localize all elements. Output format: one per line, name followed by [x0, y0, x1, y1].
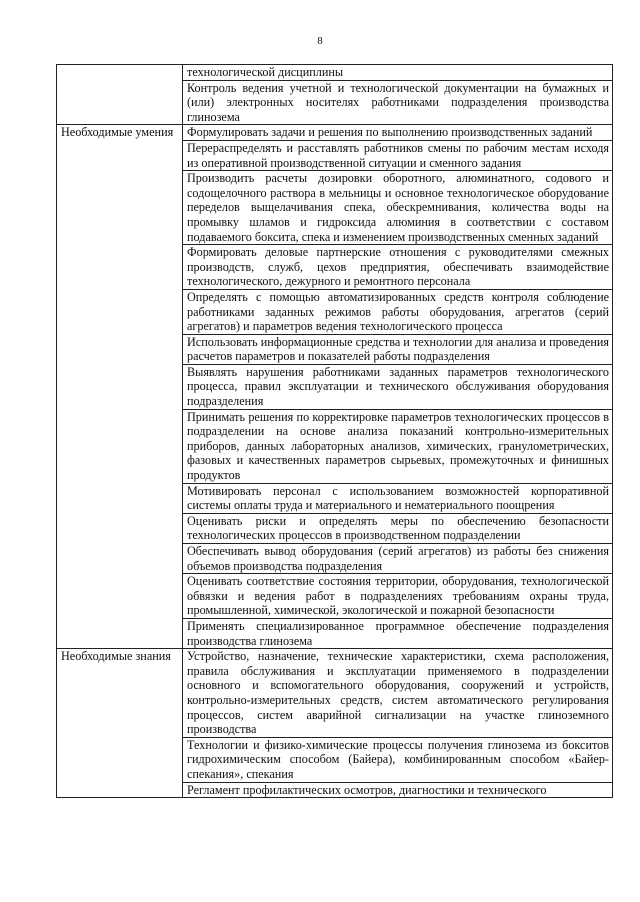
section-label [57, 65, 183, 125]
table-cell: технологической дисциплины [183, 65, 613, 81]
table-cell: Использовать информационные средства и технологии для анализа и проведения расчетов параметров и показателей работы подразделения [183, 334, 613, 364]
table-cell: Принимать решения по корректировке параметров технологических процессов в подразделении на основе анализа показаний контрольно-измерительных приборов, данных лабораторных анализов, химических, гранулометрических, фазовых и качественных параметров сырьевых, промежуточных и финишных продуктов [183, 409, 613, 483]
table-cell: Перераспределять и расставлять работников смены по рабочим местам исходя из оперативной производственной ситуации и сменного задания [183, 140, 613, 170]
table-cell: Формировать деловые партнерские отношения с руководителями смежных производств, служб, цехов предприятия, обеспечивать взаимодействие технологического, дежурного и ремонтного персонала [183, 245, 613, 290]
table-cell: Производить расчеты дозировки оборотного, алюминатного, содового и содощелочного раствора в мельницы и основное технологическое оборудование переделов выщелачивания спека, обескремнивания, количества воды на промывку шламов и гидроксида алюминия в соответствии с составом подаваемого боксита, спека и изменением производственных сменных заданий [183, 171, 613, 245]
table-cell: Оценивать риски и определять меры по обеспечению безопасности технологических процессов в производственном подразделении [183, 513, 613, 543]
table-cell: Мотивировать персонал с использованием возможностей корпоративной системы оплаты труда и материального и нематериального поощрения [183, 483, 613, 513]
section-label: Необходимые умения [57, 125, 183, 649]
table-cell: Выявлять нарушения работниками заданных параметров технологического процесса, правил эксплуатации и технического обслуживания оборудования подразделения [183, 364, 613, 409]
table-cell: Формулировать задачи и решения по выполнению производственных заданий [183, 125, 613, 141]
table-cell: Оценивать соответствие состояния территории, оборудования, технологической обвязки и ведения работ в подразделениях требованиям охраны труда, промышленной, химической, экологической и пожарной безопасности [183, 574, 613, 619]
section-label: Необходимые знания [57, 649, 183, 798]
table-cell: Обеспечивать вывод оборудования (серий агрегатов) из работы без снижения объемов производства подразделения [183, 544, 613, 574]
table-row [57, 65, 613, 81]
table-cell: Контроль ведения учетной и технологической документации на бумажных и (или) электронных носителях работниками подразделения производства глинозема [183, 80, 613, 125]
table-row [57, 125, 613, 141]
table-cell: Применять специализированное программное обеспечение подразделения производства глинозема [183, 618, 613, 648]
table-row [57, 649, 613, 738]
requirements-table [56, 64, 613, 798]
table-cell: Регламент профилактических осмотров, диагностики и технического [183, 782, 613, 798]
page-number: 8 [317, 35, 323, 47]
table-cell: Технологии и физико-химические процессы получения глинозема из бокситов гидрохимическим способом (Байера), комбинированным способом «Байер-спекания», спекания [183, 737, 613, 782]
table-cell: Устройство, назначение, технические характеристики, схема расположения, правила обслуживания и эксплуатации применяемого в подразделении основного и вспомогательного оборудования, сооружений и устройств, контрольно-измерительных средств, систем автоматического регулирования процессов, систем аварийной сигнализации на участке глиноземного производства [183, 649, 613, 738]
table-cell: Определять с помощью автоматизированных средств контроля соблюдение работниками заданных режимов работы оборудования, агрегатов (серий агрегатов) и параметров ведения технологического процесса [183, 289, 613, 334]
